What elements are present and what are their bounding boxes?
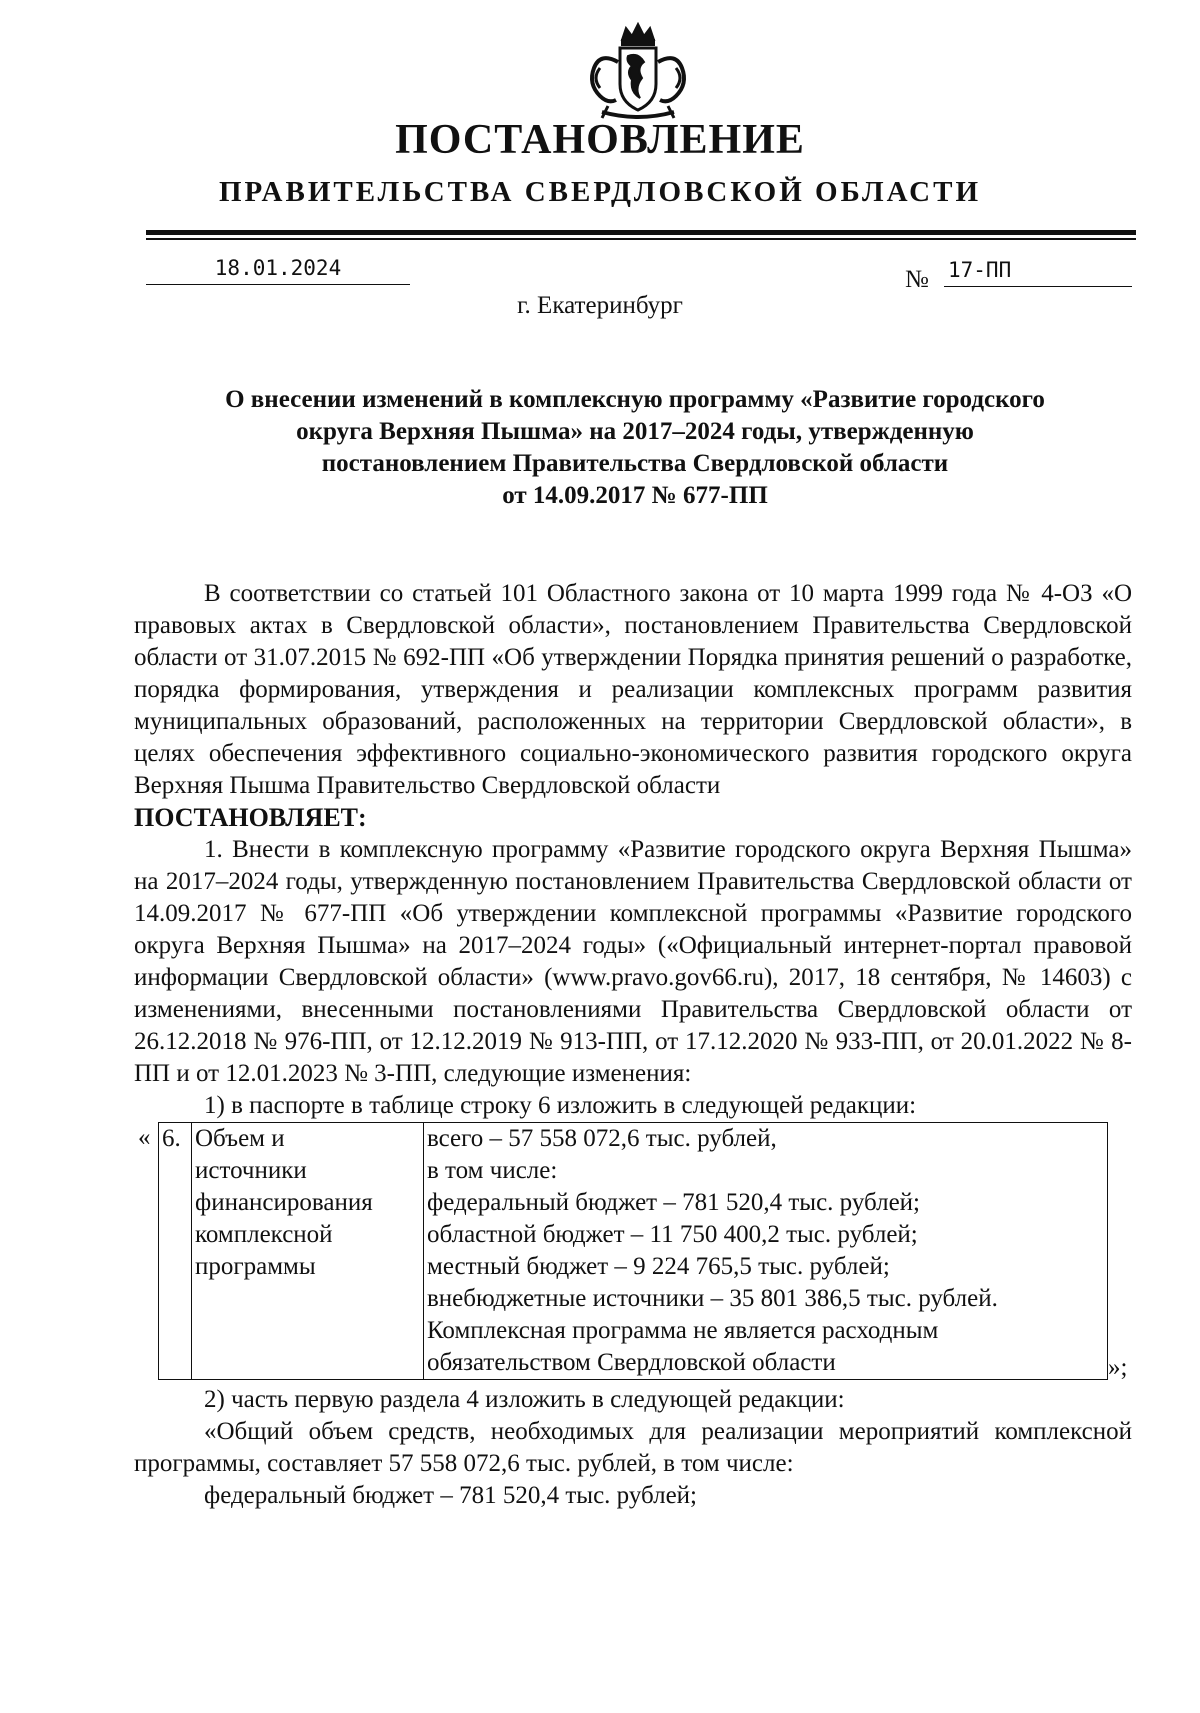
row-value-line: Комплексная программа не является расходным [427, 1317, 939, 1344]
quoted-paragraph: «Общий объем средств, необходимых для реализации мероприятий комплексной программы, составляет 57 558 072,6 тыс. рублей, в том числе: [134, 1418, 1132, 1477]
row-value-line: в том числе: [427, 1157, 558, 1184]
title-line: округа Верхняя Пышма» на 2017–2024 годы, утвержденную [296, 418, 974, 445]
city: г. Екатеринбург [517, 292, 683, 319]
row-value-line: местный бюджет – 9 224 765,5 тыс. рублей; [427, 1253, 890, 1280]
date-underline [146, 284, 410, 285]
document-date: 18.01.2024 [214, 256, 342, 280]
row-value-cell [424, 1123, 1108, 1380]
document-title [140, 384, 1130, 512]
row-name-line: финансирования [195, 1189, 373, 1216]
row-name-line: источники [195, 1157, 307, 1184]
row-name-line: Объем и [195, 1125, 285, 1152]
quote-open: « [138, 1124, 151, 1151]
row-name-line: комплексной [195, 1221, 333, 1248]
title-line: от 14.09.2017 № 677-ПП [502, 482, 768, 509]
row-value-line: областной бюджет – 11 750 400,2 тыс. рублей; [427, 1221, 918, 1248]
quote-close: »; [1108, 1354, 1128, 1381]
number-underline [944, 286, 1132, 287]
row-number-cell: 6. [159, 1123, 192, 1380]
document-body [134, 578, 1132, 1512]
title-line: постановлением Правительства Свердловской области [321, 450, 949, 477]
number-sign: № [905, 266, 929, 293]
document-number: 17-ПП [948, 258, 1012, 282]
header-rule-thin [146, 238, 1136, 240]
table-row [159, 1123, 1108, 1380]
row-value-line: обязательством Свердловской области [427, 1349, 836, 1376]
coat-of-arms-icon [578, 22, 698, 124]
passport-table [158, 1122, 1108, 1380]
row-name-cell [192, 1123, 424, 1380]
last-line: федеральный бюджет – 781 520,4 тыс. рублей; [204, 1482, 697, 1509]
item-1-paragraph: 1. Внести в комплексную программу «Развитие городского округа Верхняя Пышма» на 2017–2024 годы, утвержденную постановлением Правительства Свердловской области от 14.09.2017 № 677-ПП «Об утверждении комплексной программы «Развитие городского округа Верхняя Пышма» на 2017–2024 годы» («Официальный интернет-портал правовой информации Свердловской области» (www.pravo.gov66.ru), 2017, 18 сентября, № 14603) с изменениями, внесенными постановлениями Правительства Свердловской области от 26.12.2018 № 976-ПП, от 12.12.2019 № 913-ПП, от 17.12.2020 № 933-ПП, от 20.01.2022 № 8-ПП и от 12.01.2023 № 3-ПП, следующие изменения: [134, 836, 1132, 1087]
title-line: О внесении изменений в комплексную программу «Развитие городского [225, 386, 1045, 413]
issuer-heading: ПРАВИТЕЛЬСТВА СВЕРДЛОВСКОЙ ОБЛАСТИ [218, 176, 982, 208]
header-rule-thick [146, 230, 1136, 235]
decree-word: ПОСТАНОВЛЯЕТ: [134, 803, 367, 832]
preamble-paragraph: В соответствии со статьей 101 Областного закона от 10 марта 1999 года № 4-ОЗ «О правовых актах в Свердловской области», постановлением Правительства Свердловской области от 31.07.2015 № 692-ПП «Об утверждении Порядка принятия решений о разработке, порядка формирования, утверждения и реализации комплексных программ развития муниципальных образований, расположенных на территории Свердловской области», в целях обеспечения эффективного социально-экономического развития городского округа Верхняя Пышма Правительство Свердловской области [134, 580, 1132, 799]
row-value-line: внебюджетные источники – 35 801 386,5 тыс. рублей. [427, 1285, 998, 1312]
doc-type-heading: ПОСТАНОВЛЕНИЕ [395, 117, 805, 163]
passport-table-block [134, 1122, 1132, 1384]
subitem-2-paragraph: 2) часть первую раздела 4 изложить в следующей редакции: [204, 1386, 845, 1413]
row-value-line: федеральный бюджет – 781 520,4 тыс. рублей; [427, 1189, 920, 1216]
subitem-1-paragraph: 1) в паспорте в таблице строку 6 изложить в следующей редакции: [204, 1092, 917, 1119]
row-value-line: всего – 57 558 072,6 тыс. рублей, [427, 1125, 777, 1152]
row-name-line: программы [195, 1253, 316, 1280]
